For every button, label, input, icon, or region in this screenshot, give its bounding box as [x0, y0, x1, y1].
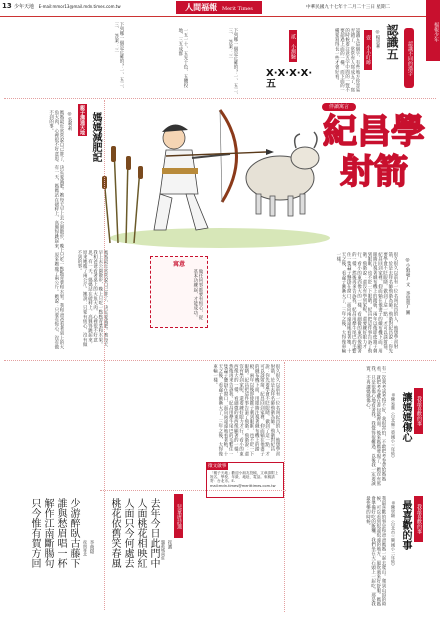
masthead-title: 人間福報 — [185, 2, 218, 12]
ox — [246, 132, 319, 216]
divider — [100, 490, 286, 491]
story-title-text: 紀昌學射箭 — [323, 112, 425, 192]
story-tag: 伴讀寓言 — [322, 103, 356, 111]
vocab-section-label: 壹 小小叮嚀 — [364, 30, 372, 70]
quiz-item: X — [277, 68, 286, 79]
poem1-line: 桃花依舊笑春風 — [109, 498, 120, 568]
vocab-body: 認識五這個字，有些地方你容易弄錯了，常常有人寫成五了，寫的時候要注意五字中間的一豎不要超過上面的一橫，而下面的一橫要寫得長一些才會好看。 — [334, 28, 360, 93]
quiz-item: X — [266, 68, 274, 79]
story-moral-label: 寓意 — [172, 261, 185, 268]
vertical-divider — [104, 100, 105, 610]
diet-author: ◎吳利莉 — [67, 112, 72, 131]
poem1-line: 人面桃花相映紅 — [135, 498, 146, 568]
story-moral-box — [150, 256, 208, 328]
diet-body: 媽媽最近常常說自己胖了，決定要減肥。她每天早上去公園散步，晚上只吃一點點青菜和水果。我和爸爸看著桌上的大魚大肉，心裡很不好意思。有一天，媽媽站在磅秤上，高興得跳起來，原來她瘦了兩公斤。她說：只要有恆心，沒有做不到的事。 — [48, 110, 64, 350]
bow — [220, 110, 237, 202]
diet-tag: 親子溝通天地 — [79, 105, 85, 135]
quiz-label: 貳 小測驗 — [289, 30, 297, 62]
poem2-author: 李商隱 — [89, 540, 94, 554]
poem2 — [28, 498, 80, 608]
section-email[interactable]: E-mail:mmor13@mail.mdn.times.com.tw — [38, 4, 121, 9]
story-body: 很久很久以前有一位名叫紀昌的人，他想學習射箭，於是去拜名師飛衛為師。飛衛對紀昌說：你先要學會不眨眼睛，做到了這一點，才可以談射箭。紀昌回到家裡，仰面躺在他妻子的織布機下面，用眼睛注視著織布機上的踏板，兩年以後即使錐子刺到眼眶，也不眨一下眼睛。紀昌把這件事告訴了飛衛。飛衛說：還沒有學到家呢，還要練好眼力才行。看小的東西像大的一樣，看細微的東西像顯著的一樣，然後再來告訴我。紀昌用犛牛尾巴的毛繫住一隻蝨子懸掛在窗口，面向南遠遠地看著牠，十天之後，看蝨子漸漸大了，三年之後，大得像車輪一樣。 — [335, 252, 398, 354]
masthead — [176, 1, 262, 14]
story-title — [316, 112, 432, 242]
quiz-item: X — [289, 68, 297, 79]
favorite-author: ◎陳學穎（台北市三興國小二年級） — [391, 500, 396, 568]
poem1-line: 去年今日此門中 — [148, 498, 159, 568]
favorite-body: 我最喜歡的事是和爸爸媽媽一起去爬山。爬到山頂的時候，可以看到很遠很遠的地方，風吹過來好舒服。媽媽會準備好吃的飯糰，我們坐在大石頭上一起吃，那是我最快樂的時候。 — [365, 496, 386, 607]
poem1-title: 題都城南莊 — [161, 540, 166, 560]
poem1-author: 崔護 — [167, 540, 172, 549]
quiz-item: 五 — [266, 79, 276, 90]
hurt-tag: 我最喜歡的事 — [414, 388, 423, 434]
favorite-tag: 我最喜歡的事 — [414, 496, 423, 542]
middle-body: 很久很久以前有一位名叫紀昌的人，他想學習射箭，於是去拜名師飛衛為師。飛衛對紀昌說：你先要學會不眨眼睛，做到了這一點，才可以談射箭。紀昌回到家裡，仰面躺在他妻子的織布機下面，用眼睛注視著織布機上的踏板，兩年以後即使錐子刺到眼眶，也不眨一下眼睛。紀昌把這件事告訴了飛衛。飛衛說：還沒有學到家呢，還要練好眼力才行。看小的東西像大的一樣，看細微的東西像顯著的一樣，然後再來告訴我。紀昌用犛牛尾巴的毛繫住一隻蝨子懸掛在窗口，面向南遠遠地看著牠，十天之後，看蝨子漸漸大了，三年之後，大得像車輪一樣。 — [212, 364, 280, 456]
divider — [4, 98, 436, 99]
poem1 — [108, 498, 160, 608]
story-moral: 做任何事都要有恆心，從基本功練起，才能成功。 — [192, 269, 203, 320]
section-title — [14, 3, 121, 10]
quiz-items: X·X·X·X·五 — [266, 68, 313, 90]
poem2-line: 解作江南斷腸句 — [42, 498, 53, 568]
page-number: 13 — [2, 2, 12, 10]
poems-tag: 兒童唐詩選 — [174, 494, 183, 538]
hurt-author: ◎陳易靈（台北縣三重國小三年級） — [391, 392, 396, 460]
notice-body: 「親子天地」歡迎小朋友投稿，文章請附上姓名、學校、年級、地址、電話。來稿請寄：台北市。E-mail:mdn.times@merittimes.com.tw — [210, 471, 279, 488]
story-author: ◎小狼毫/文 李思寬/圖 — [405, 258, 410, 315]
story-illustration — [100, 98, 330, 248]
diet-title: 媽媽減肥記 — [90, 112, 101, 162]
divider — [4, 360, 436, 361]
arrowhead — [266, 149, 274, 155]
poem2-title: 夜雨寄北 — [83, 540, 88, 556]
corner-label: 福報少年 — [426, 0, 440, 61]
vocab-title: 認識五 — [385, 24, 399, 60]
poem2-line: 只今惟有賀方回 — [29, 498, 40, 568]
poem2-line: 少游醉臥古藤下 — [68, 498, 79, 568]
hurt-body: 有一次我考試考得不好，我很害怕，不敢把考卷拿給媽媽看，就把考卷藏在書包最裡面。後來媽媽發現了，她沒有罵我，只是很傷心地看著我。我覺得很難過，以後我一定要誠實，不再讓媽媽傷心。 — [365, 366, 386, 486]
quiz-column-1: 下列哪一個是正確的？一、五二、 三、 答案：三 — [227, 28, 238, 100]
masthead-subtitle: Merit Times — [221, 6, 253, 12]
vertical-divider — [284, 362, 285, 612]
diet-body-cont: 媽媽最近常常說自己胖了，決定要減肥。她每天早上去公園散步，晚上只吃一點點青菜和水果。我和爸爸看著桌上的大魚大肉，心裡很不好意思。有一天，媽媽站在磅秤上，高興得跳起來，原來她瘦了兩公斤。她說：只要有恆心，沒有做不到的事。 — [76, 250, 108, 347]
vocab-author: ◎楊景華 — [375, 30, 380, 49]
reeds — [104, 148, 140, 243]
quiz-column-2: 一五一十、五光十色、五體投地、三五成群 — [177, 28, 188, 88]
archer — [154, 124, 230, 230]
left-top-column: 下列哪一個是正確的？一、五二、 三、 答案：三 — [113, 22, 124, 94]
notice-label: 徵文啟事 — [208, 464, 227, 469]
section-name: 少年天地 — [14, 4, 35, 10]
poem1-line: 人面只今何處去 — [122, 498, 133, 568]
favorite-title: 最喜歡的事 — [400, 500, 411, 550]
ground-shadow — [110, 228, 330, 248]
quiz-item: X — [300, 68, 309, 79]
notice-box — [206, 462, 284, 498]
reed-heads — [102, 146, 143, 189]
dateline: 中華民國九十七年十二月二十三日 星期二 — [306, 5, 391, 10]
vocab-tag: 認識不同的漢字 — [404, 28, 414, 88]
poem2-line: 誰與愁眉唱一杯 — [55, 498, 66, 568]
hurt-title: 讓媽媽傷心 — [400, 392, 411, 442]
